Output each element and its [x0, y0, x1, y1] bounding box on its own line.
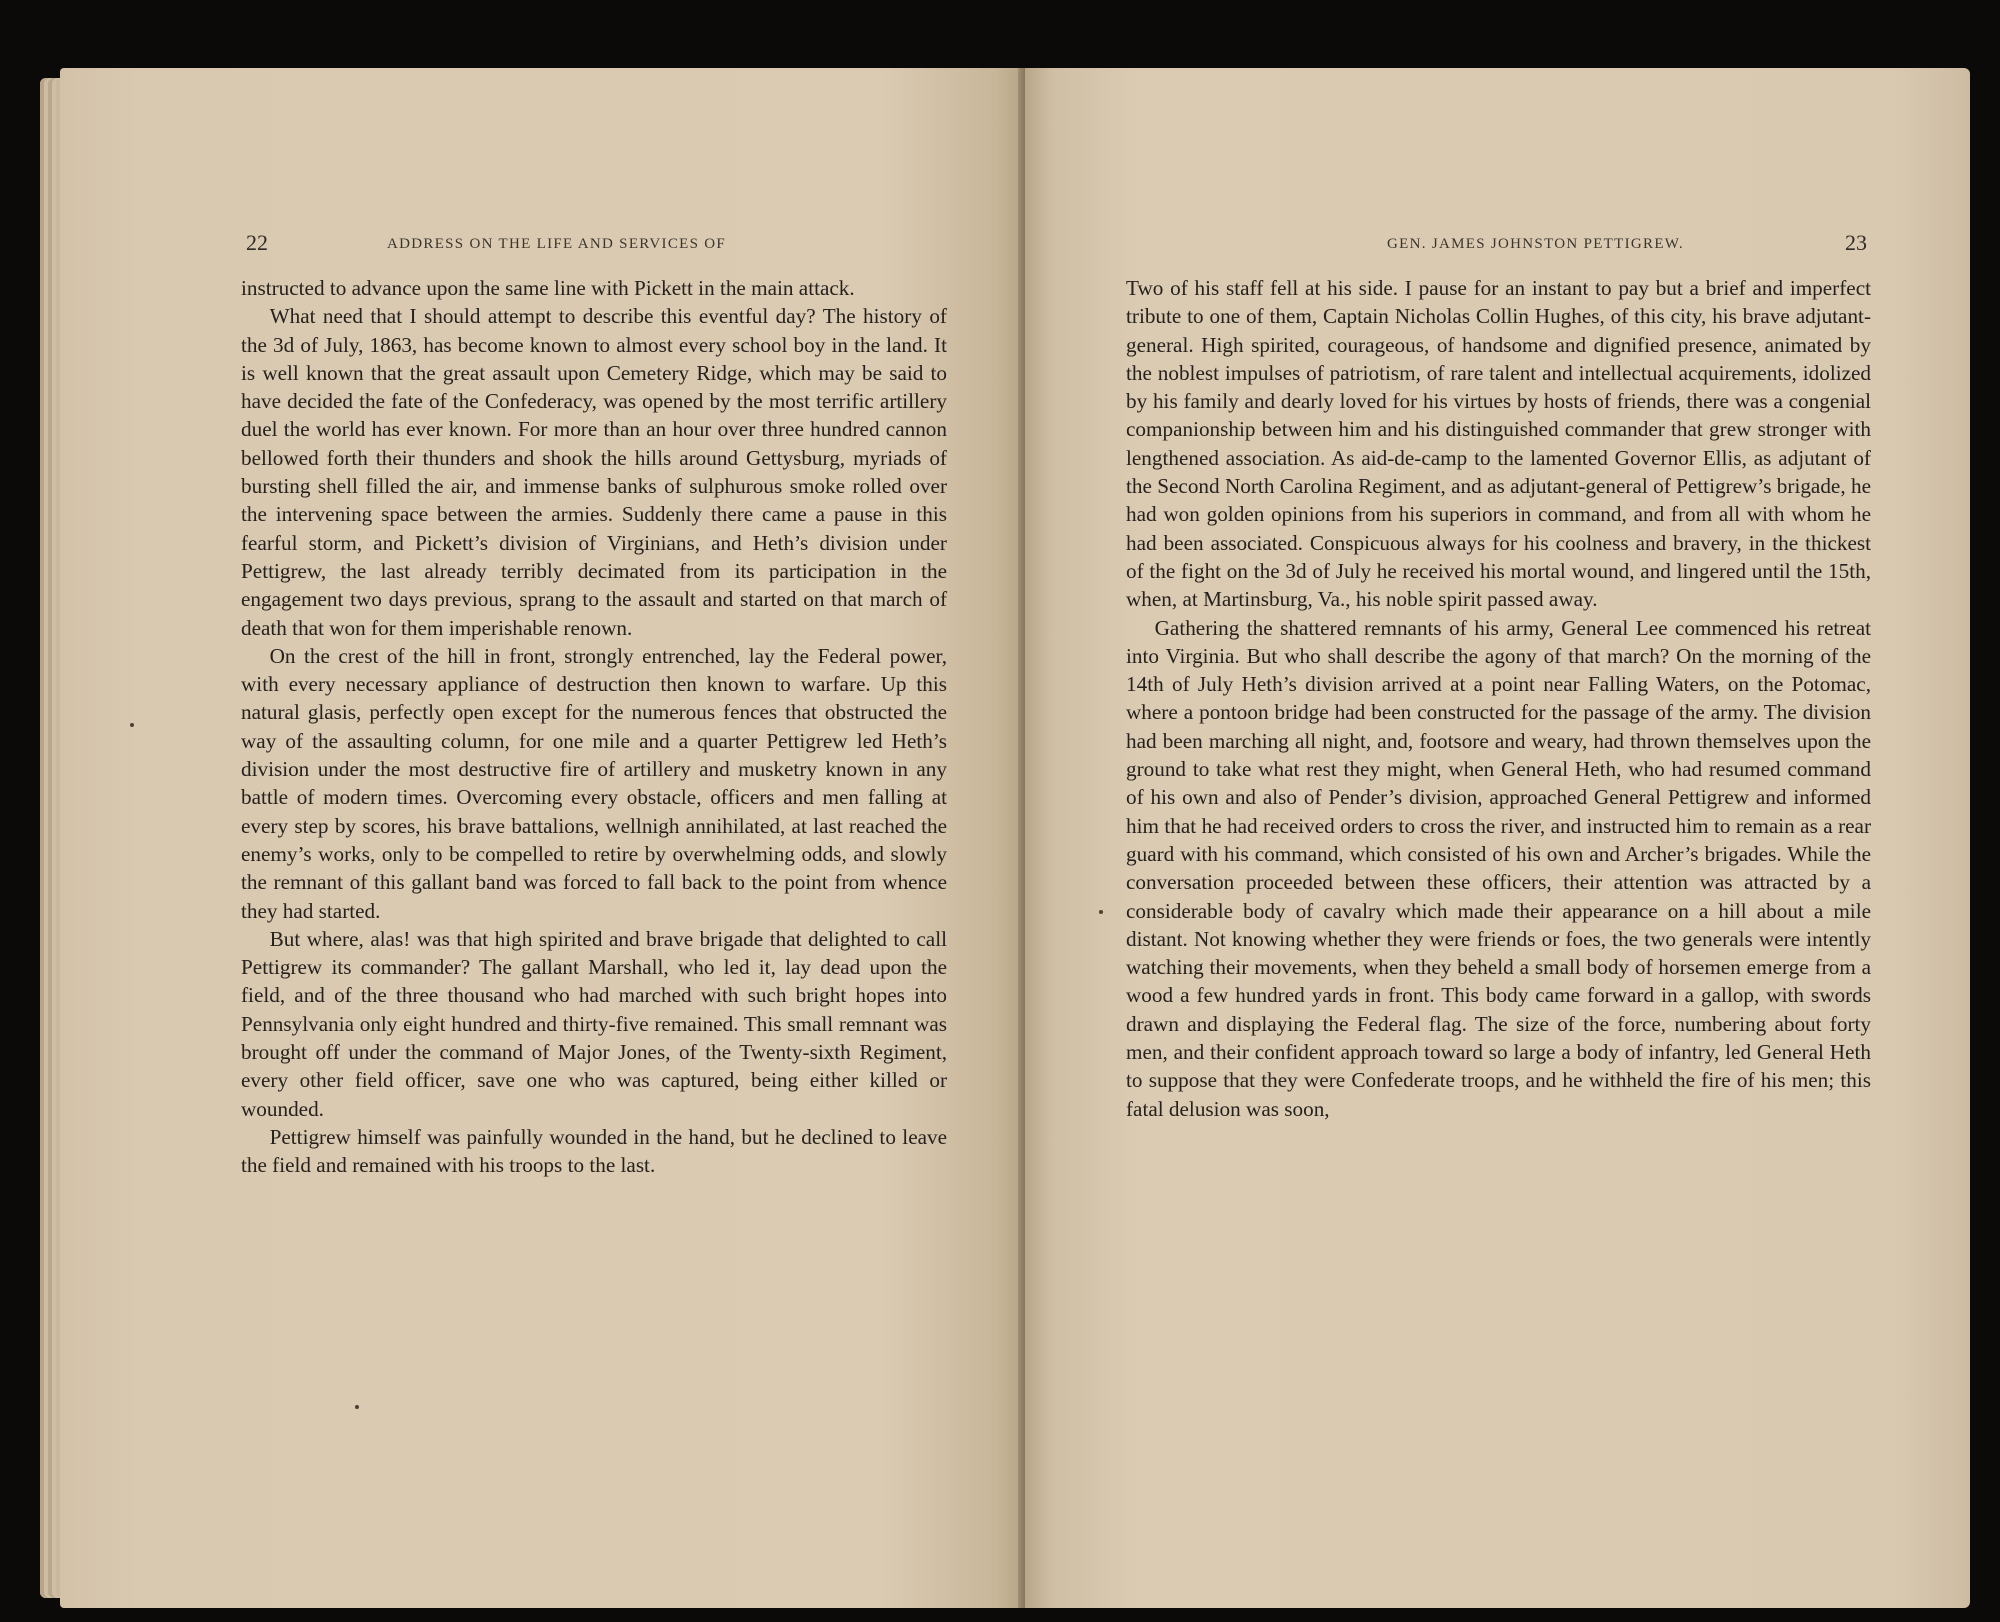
paragraph: But where, alas! was that high spirited and brave brigade that delighted to call Pettigrew its commander? The gallant Marshall, who led it, lay dead upon the field, and of the three thousand who had marched with such bright hopes into Pennsylvania only eight hundred and thirty-five remained. This small remnant was brought off under the command of Major Jones, of the Twenty-sixth Regiment, every other field officer, save one who was captured, being either killed or wounded.: [241, 926, 947, 1121]
left-page: [60, 68, 1025, 1608]
left-body-text: [241, 274, 947, 1180]
paragraph: Gathering the shattered remnants of his army, General Lee commenced his retreat into Virginia. But who shall describe the agony of that march? On the morning of the 14th of July Heth’s division arrived at a point near Falling Waters, on the Potomac, where a pontoon bridge had been constructed for the passage of the army. The division had been marching all night, and, footsore and weary, had thrown themselves upon the ground to take what rest they might, when General Heth, who had resumed command of his own and also of Pender’s division, approached General Pettigrew and informed him that he had received orders to cross the river, and instructed him to remain as a rear guard with his command, which consisted of his own and Archer’s brigades. While the conversation proceeded between these officers, their attention was attracted by a considerable body of cavalry which made their appearance on a hill about a mile distant. Not knowing whether they were friends or foes, the two generals were intently watching their movements, when they beheld a small body of horsemen emerge from a wood a few hundred yards in front. This body came forward in a gallop, with swords drawn and displaying the Federal flag. The size of the force, numbering about forty men, and their confident approach toward so large a body of infantry, led General Heth to suppose that they were Confederate troops, and he withheld the fire of his men; this fatal delusion was soon,: [1126, 615, 1871, 1121]
paper-speck: [355, 1405, 359, 1409]
right-page-number: 23: [1845, 230, 1867, 255]
paragraph: instructed to advance upon the same line with Pickett in the main attack.: [241, 276, 855, 300]
paper-speck: [1099, 910, 1103, 914]
left-running-head: ADDRESS ON THE LIFE AND SERVICES OF: [387, 236, 727, 252]
left-page-number: 22: [246, 230, 268, 255]
paragraph: Two of his staff fell at his side. I pause for an instant to pay but a brief and imperfect tribute to one of them, Captain Nicholas Collin Hughes, of this city, his brave adjutant-general. High spirited, courageous, of handsome and dignified presence, animated by the noblest impulses of patriotism, of rare talent and intellectual acquirements, idolized by his family and dearly loved for his virtues by hosts of friends, there was a congenial companionship between him and his distinguished commander that grew stronger with lengthened association. As aid-de-camp to the lamented Governor Ellis, as adjutant of the Second North Carolina Regiment, and as adjutant-general of Pettigrew’s brigade, he had won golden opinions from his superiors in command, and from all with whom he had been associated. Conspicuous always for his coolness and bravery, in the thickest of the fight on the 3d of July he received his mortal wound, and lingered until the 15th, when, at Martinsburg, Va., his noble spirit passed away.: [1126, 276, 1871, 612]
paragraph: Pettigrew himself was painfully wounded in the hand, but he declined to leave the field and remained with his troops to the last.: [241, 1124, 947, 1178]
paper-speck: [130, 723, 134, 727]
right-page: [1025, 68, 1970, 1608]
paragraph: What need that I should attempt to describe this eventful day? The history of the 3d of July, 1863, has become known to almost every school boy in the land. It is well known that the great assault upon Cemetery Ridge, which may be said to have decided the fate of the Confederacy, was opened by the most terrific artillery duel the world has ever known. For more than an hour over three hundred cannon bellowed forth their thunders and shook the hills around Gettysburg, myriads of bursting shell filled the air, and immense banks of sulphurous smoke rolled over the intervening space between the armies. Suddenly there came a pause in this fearful storm, and Pickett’s division of Virginians, and Heth’s division under Pettigrew, the last already terribly decimated from its participation in the engagement two days previous, sprang to the assault and started on that march of death that won for them imperishable renown.: [241, 304, 947, 640]
right-running-head: GEN. JAMES JOHNSTON PETTIGREW.: [1387, 236, 1684, 252]
paragraph: On the crest of the hill in front, strongly entrenched, lay the Federal power, with every necessary appliance of destruction then known to warfare. Up this natural glasis, perfectly open except for the numerous fences that obstructed the way of the assaulting column, for one mile and a quarter Pettigrew led Heth’s division under the most destructive fire of artillery and musketry known in any battle of modern times. Overcoming every obstacle, officers and men falling at every step by scores, his brave battalions, wellnigh annihilated, at last reached the enemy’s works, only to be compelled to retire by overwhelming odds, and slowly the remnant of this gallant band was forced to fall back to the point from whence they had started.: [241, 643, 947, 923]
open-book: [40, 68, 1970, 1608]
right-body-text: [1126, 274, 1871, 1123]
